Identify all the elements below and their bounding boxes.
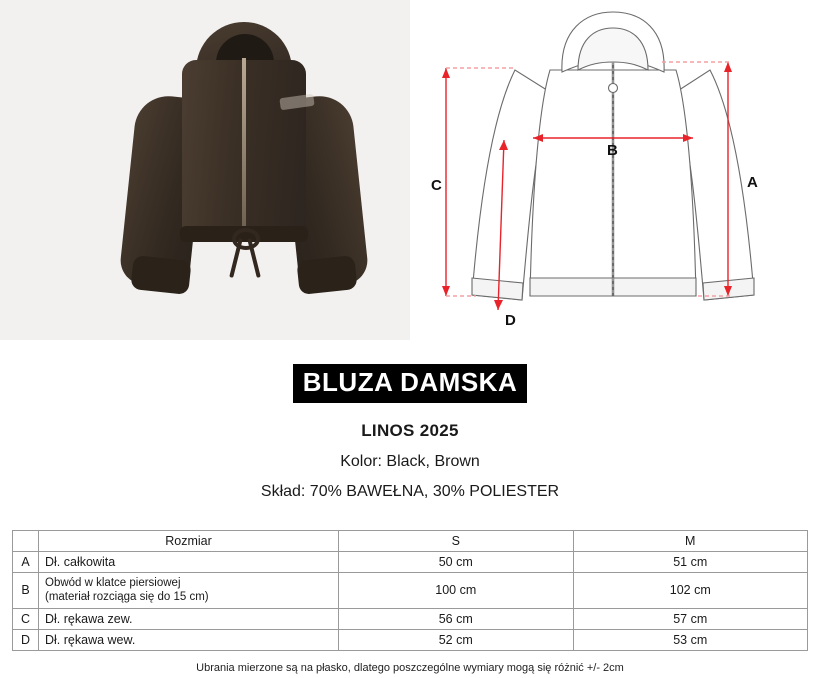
header-size-m: M (573, 531, 808, 552)
size-table (12, 530, 808, 651)
row-value-m: 102 cm (573, 573, 808, 609)
product-photo (0, 0, 410, 340)
size-table-wrapper (12, 530, 808, 651)
drawstring-knot (232, 228, 260, 250)
row-measure-name: Dł. rękawa zew. (39, 608, 339, 629)
cuff-left (130, 255, 191, 295)
hoodie-illustration (0, 0, 410, 340)
row-value-s: 100 cm (339, 573, 574, 609)
title-block (0, 340, 820, 501)
measurement-note: Ubrania mierzone są na płasko, dlatego poszczególne wymiary mogą się różnić +/- 2cm (196, 662, 624, 674)
row-letter: C (13, 608, 39, 629)
row-letter: B (13, 573, 39, 609)
composition-line: Skład: 70% BAWEŁNA, 30% POLIESTER (260, 482, 560, 500)
table-row (13, 573, 808, 609)
header-size-s: S (339, 531, 574, 552)
technical-drawing-svg (410, 0, 820, 340)
row-value-s: 52 cm (339, 629, 574, 650)
row-measure-name: Dł. rękawa wew. (39, 629, 339, 650)
table-row (13, 608, 808, 629)
technical-drawing (410, 0, 820, 340)
row-value-s: 56 cm (339, 608, 574, 629)
table-header-row (13, 531, 808, 552)
row-value-m: 51 cm (573, 552, 808, 573)
row-value-m: 57 cm (573, 608, 808, 629)
dimension-label-b: B (607, 142, 618, 159)
row-letter: D (13, 629, 39, 650)
row-measure-name-line2: (materiał rozciąga się do 15 cm) (45, 591, 209, 604)
row-measure-name-line1: Obwód w klatce piersiowej (45, 577, 181, 589)
table-row (13, 552, 808, 573)
dimension-label-c: C (431, 177, 442, 194)
color-line: Kolor: Black, Brown (340, 452, 480, 470)
cuff-right (296, 255, 357, 295)
row-value-m: 53 cm (573, 629, 808, 650)
page-title: BLUZA DAMSKA (293, 364, 527, 403)
row-value-s: 50 cm (339, 552, 574, 573)
header-letter (13, 531, 39, 552)
dimension-label-d: D (505, 312, 516, 329)
zipper (242, 58, 246, 234)
model-name: LINOS 2025 (361, 420, 459, 440)
dimension-label-a: A (747, 174, 758, 191)
row-measure-name: Dł. całkowita (39, 552, 339, 573)
row-measure-name (39, 573, 339, 609)
row-letter: A (13, 552, 39, 573)
table-row (13, 629, 808, 650)
header-measure: Rozmiar (39, 531, 339, 552)
